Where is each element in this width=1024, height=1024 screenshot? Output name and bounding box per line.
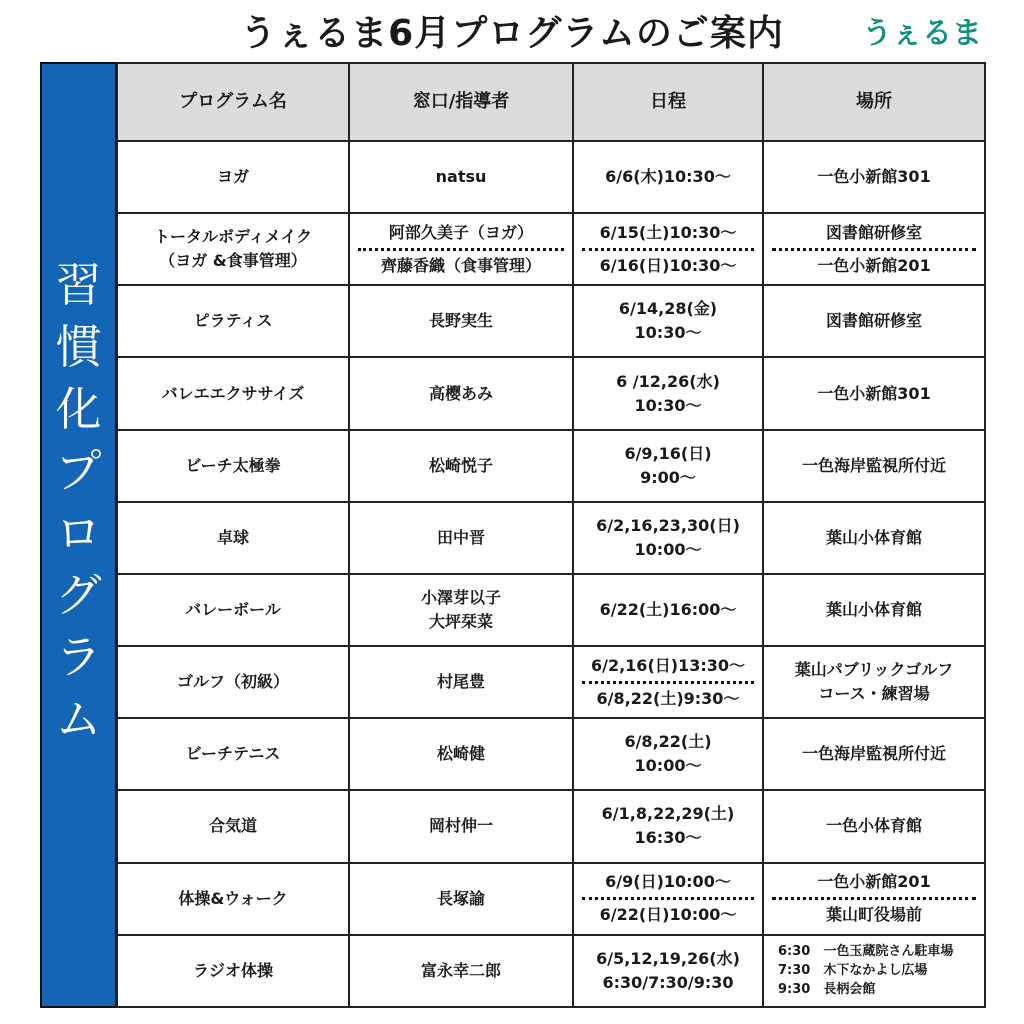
leader-line: 長塚諭 (436, 888, 485, 908)
name-line: バレエエクササイズ (161, 383, 305, 403)
leader-cell (349, 718, 573, 790)
schedule-cell (573, 213, 763, 285)
program-name-cell (117, 863, 349, 935)
name-line: 卓球 (216, 527, 249, 547)
program-name-cell (117, 430, 349, 502)
place-line: 9:30 長柄会館 (778, 982, 876, 998)
header-schedule: 日程 (573, 63, 763, 141)
schedule-line: 16:30〜 (634, 828, 702, 848)
name-line: ピラティス (193, 311, 273, 331)
place-line: 一色小新館201 (772, 870, 976, 900)
leader-line: 松崎健 (436, 744, 485, 764)
schedule-line: 6/22(土)16:00〜 (599, 600, 737, 620)
place-line: 一色小新館201 (817, 255, 931, 275)
schedule-line: 10:00〜 (634, 756, 702, 776)
table-row (117, 574, 985, 646)
name-line: 合気道 (208, 816, 257, 836)
schedule-line: 6/16(日)10:30〜 (599, 255, 737, 275)
name-line: トータルボディメイク (153, 227, 313, 247)
place-cell (763, 213, 985, 285)
schedule-line: 6/14,28(金) (618, 299, 718, 319)
place-line: 葉山パブリックゴルフ (794, 660, 954, 680)
place-cell (763, 502, 985, 574)
place-cell (763, 141, 985, 213)
schedule-line: 6:30/7:30/9:30 (602, 972, 734, 992)
schedule-line: 6/5,12,19,26(水) (596, 948, 740, 968)
leader-line: 大坪栞菜 (428, 612, 493, 632)
leader-line: 長野実生 (428, 311, 493, 331)
schedule-line: 6/8,22(土) (624, 732, 712, 752)
leader-cell (349, 574, 573, 646)
schedule-line: 10:00〜 (634, 539, 702, 559)
schedule-line: 6/9,16(日) (624, 443, 712, 463)
schedule-cell (573, 863, 763, 935)
program-name-cell (117, 285, 349, 357)
table-row (117, 430, 985, 502)
schedule-line: 6/1,8,22,29(土) (601, 804, 735, 824)
place-cell (763, 357, 985, 429)
schedule-line: 6/22(日)10:00〜 (599, 905, 737, 925)
schedule-cell (573, 574, 763, 646)
place-cell (763, 718, 985, 790)
place-line: 一色海岸監視所付近 (801, 455, 946, 475)
category-char: ロ (55, 506, 102, 560)
leader-cell (349, 863, 573, 935)
leader-line: natsu (435, 167, 487, 187)
table-row (117, 718, 985, 790)
page-title: うぇるま6月プログラムのご案内 (240, 13, 784, 54)
place-cell (763, 285, 985, 357)
schedule-cell (573, 430, 763, 502)
leader-cell (349, 646, 573, 718)
place-line: 一色海岸監視所付近 (801, 744, 946, 764)
category-label (42, 254, 115, 750)
table-row (117, 357, 985, 429)
schedule-cell (573, 790, 763, 862)
program-table (116, 62, 986, 1008)
program-name-cell (117, 790, 349, 862)
schedule-cell (573, 646, 763, 718)
leader-line: 田中晋 (436, 527, 485, 547)
table-row (117, 790, 985, 862)
leader-cell (349, 935, 573, 1007)
place-cell (763, 430, 985, 502)
header-leader: 窓口/指導者 (349, 63, 573, 141)
schedule-line: 6/9(日)10:00〜 (582, 870, 754, 900)
place-cell (763, 863, 985, 935)
program-name-cell (117, 357, 349, 429)
schedule-line: 6/8,22(土)9:30〜 (596, 688, 740, 708)
place-line: 一色小新館301 (817, 167, 931, 187)
place-cell (763, 646, 985, 718)
name-line: バレーボール (185, 600, 281, 620)
name-line: ゴルフ（初級） (176, 672, 289, 692)
leader-line: 富永幸二郎 (420, 960, 501, 980)
category-char: 習 (55, 258, 102, 312)
schedule-cell (573, 502, 763, 574)
schedule-line: 10:30〜 (634, 395, 702, 415)
table-row (117, 141, 985, 213)
leader-cell (349, 790, 573, 862)
name-line: ヨガ (216, 167, 249, 187)
program-name-cell (117, 502, 349, 574)
name-line: ビーチ太極拳 (185, 455, 281, 475)
leader-cell (349, 285, 573, 357)
place-line: 葉山小体育館 (825, 600, 922, 620)
place-line: 葉山小体育館 (825, 527, 922, 547)
program-name-cell (117, 213, 349, 285)
table-header-row (117, 63, 985, 141)
schedule-cell (573, 935, 763, 1007)
category-char: ラ (55, 630, 102, 684)
category-sidebar (40, 62, 117, 1008)
schedule-line: 6/2,16,23,30(日) (596, 515, 740, 535)
place-cell (763, 935, 985, 1007)
name-line: ラジオ体操 (192, 960, 273, 980)
table-row (117, 863, 985, 935)
place-cell (763, 790, 985, 862)
place-line: 一色小新館301 (817, 383, 931, 403)
leader-cell (349, 213, 573, 285)
name-line: ビーチテニス (185, 744, 281, 764)
name-line: （ヨガ &食事管理） (159, 251, 307, 271)
place-line: 図書館研修室 (772, 221, 976, 251)
place-line: 葉山町役場前 (825, 905, 922, 925)
leader-line: 齊藤香織（食事管理） (380, 255, 541, 275)
name-line: 体操&ウォーク (178, 888, 288, 908)
program-name-cell (117, 141, 349, 213)
schedule-line: 6 /12,26(水) (616, 371, 720, 391)
program-name-cell (117, 935, 349, 1007)
schedule-cell (573, 285, 763, 357)
header-program-name: プログラム名 (117, 63, 349, 141)
schedule-cell (573, 141, 763, 213)
program-name-cell (117, 718, 349, 790)
leader-line: 高樱あみ (428, 383, 493, 403)
table-row (117, 935, 985, 1007)
table-row (117, 646, 985, 718)
schedule-line: 6/6(木)10:30〜 (605, 167, 731, 187)
program-name-cell (117, 574, 349, 646)
leader-line: 小澤芽以子 (420, 588, 501, 608)
category-char: 化 (55, 382, 102, 436)
leader-cell (349, 430, 573, 502)
table-row (117, 502, 985, 574)
leader-cell (349, 357, 573, 429)
place-line: 6:30 一色玉蔵院さん駐車場 (778, 944, 954, 960)
place-line: コース・練習場 (818, 684, 930, 704)
schedule-line: 6/15(土)10:30〜 (582, 221, 754, 251)
program-name-cell (117, 646, 349, 718)
place-cell (763, 574, 985, 646)
leader-line: 阿部久美子（ヨガ） (358, 221, 564, 251)
table-row (117, 213, 985, 285)
category-char: グ (55, 568, 102, 622)
leader-cell (349, 502, 573, 574)
place-line: 7:30 木下なかよし広場 (778, 963, 928, 979)
header-place: 場所 (763, 63, 985, 141)
schedule-line: 9:00〜 (640, 467, 696, 487)
leader-line: 岡村伸一 (428, 816, 493, 836)
schedule-cell (573, 357, 763, 429)
category-char: ム (55, 692, 102, 746)
place-line: 一色小体育館 (825, 816, 922, 836)
schedule-line: 6/2,16(日)13:30〜 (582, 654, 754, 684)
category-char: 慣 (55, 320, 102, 374)
schedule-line: 10:30〜 (634, 323, 702, 343)
leader-cell (349, 141, 573, 213)
leader-line: 松崎悦子 (428, 455, 493, 475)
leader-line: 村尾豊 (436, 672, 485, 692)
category-char: プ (55, 444, 102, 498)
schedule-cell (573, 718, 763, 790)
table-row (117, 285, 985, 357)
brand-logo: うぇるま (862, 16, 982, 51)
place-line: 図書館研修室 (825, 311, 922, 331)
